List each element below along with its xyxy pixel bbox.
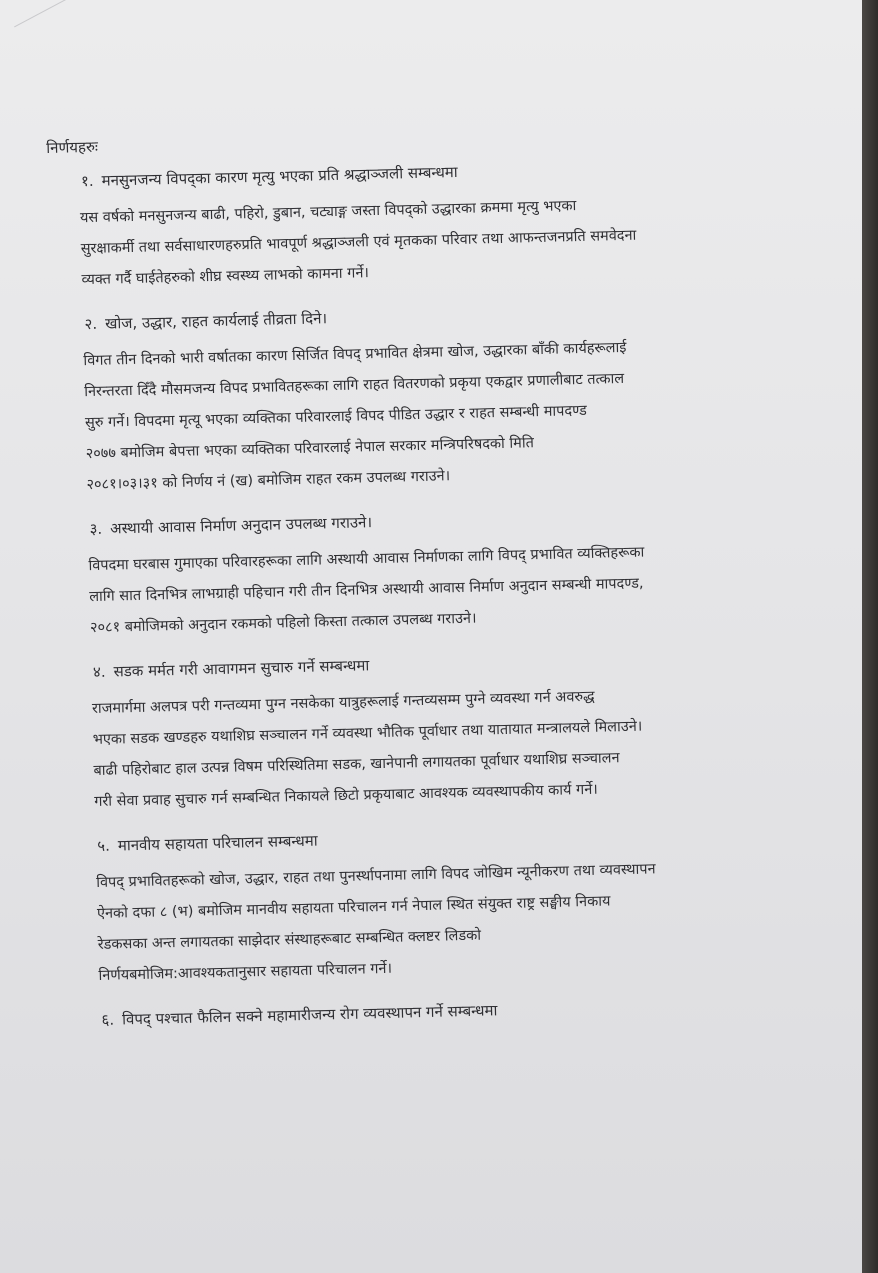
section-paragraph: [88, 533, 848, 644]
section-title: मानवीय सहायता परिचालन सम्बन्धमा: [117, 831, 318, 855]
paragraph-line: लागि सात दिनभित्र लाभग्राही पहिचान गरी तीन दिनभित्र अस्थायी आवास निर्माण अनुदान सम्बन्धी मापदण्ड,: [89, 575, 644, 606]
decision-section-5: [63, 817, 857, 992]
section-heading: [84, 296, 840, 334]
section-number: २.: [84, 314, 98, 334]
document-body: [46, 119, 858, 1043]
paragraph-line: यस वर्षको मनसुनजन्य बाढी, पहिरो, डुबान, चट्याङ्ग जस्ता विपद्को उद्धारका क्रममा मृत्यु भएका: [79, 198, 577, 227]
section-number: १.: [80, 171, 94, 191]
paragraph-line: २०८१ बमोजिमको अनुदान रकमको पहिलो किस्ता तत्काल उपलब्ध गराउने।: [89, 610, 477, 637]
paragraph-line: सुरु गर्ने। विपदमा मृत्यू भएका व्यक्तिका परिवारलाई विपद पीडित उद्धार र राहत सम्बन्धी मापदण्ड: [84, 402, 587, 432]
section-number: ४.: [92, 662, 106, 682]
decision-section-6: [67, 991, 857, 1030]
section-heading: [93, 644, 849, 682]
section-title: सडक मर्मत गरी आवागमन सुचारु गर्ने सम्बन्धमा: [113, 656, 370, 681]
desk-background-edge: [862, 0, 878, 1273]
paragraph-line: रेडकसका अन्त लगायतका साझेदार संस्थाहरूबाट सम्बन्धित क्लष्टर लिडको: [97, 927, 482, 953]
section-heading: [101, 991, 857, 1029]
decisions-heading: निर्णयहरुः: [46, 137, 99, 157]
section-heading: [81, 153, 837, 191]
decision-section-1: [47, 153, 840, 297]
paragraph-line: सुरक्षाकर्मी तथा सर्वसाधारणहरुप्रति भावपूर्ण श्रद्धाञ्जली एवं मृतकका परिवार तथा आफन्तजनप्रति समवेदना: [80, 227, 637, 258]
section-number: ६.: [101, 1010, 115, 1029]
paper-fold-crease: [0, 0, 68, 27]
paragraph-line: २०७७ बमोजिम बेपत्ता भएका व्यक्तिका परिवारलाई नेपाल सरकार मन्त्रिपरिषदको मिति: [85, 435, 535, 463]
paragraph-line: विपदमा घरबास गुमाएका परिवारहरूका लागि अस्थायी आवास निर्माणका लागि विपद् प्रभावित व्यक्तिहरूका: [88, 544, 645, 575]
section-title: अस्थायी आवास निर्माण अनुदान उपलब्ध गराउने।: [109, 513, 373, 538]
section-number: ५.: [97, 836, 111, 855]
section-title: विपद् पश्चात फैलिन सक्ने महामारीजन्य रोग व्यवस्थापन गर्ने सम्बन्धमा: [121, 1001, 498, 1029]
paragraph-line: निर्णयबमोजिम:आवश्यकतानुसार सहायता परिचालन गर्ने।: [98, 960, 393, 984]
section-paragraph: [80, 185, 840, 296]
section-heading: [97, 817, 853, 855]
section-title: मनसुनजन्य विपद्का कारण मृत्यु भएका प्रति श्रद्धाञ्जली सम्बन्धमा: [101, 162, 458, 190]
decision-section-2: [50, 296, 844, 502]
decision-section-4: [59, 644, 853, 819]
paragraph-line: बाढी पहिरोबाट हाल उत्पन्न विषम परिस्थितिमा सडक, खानेपानी लगायतका पूर्वाधार यथाशिघ्र सञ्चालन: [93, 750, 620, 780]
section-paragraph: [83, 328, 845, 501]
paragraph-line: २०८१।०३।३१ को निर्णय नं (ख) बमोजिम राहत रकम उपलब्ध गराउने।: [86, 468, 451, 494]
paragraph-line: व्यक्त गर्दै घाईतेहरुको शीघ्र स्वस्थ्य लाभको कामना गर्ने।: [81, 265, 370, 289]
paragraph-line: भएका सडक खण्डहरु यथाशिघ्र सञ्चालन गर्ने व्यवस्था भौतिक पूर्वाधार तथा यातायात मन्त्रालयले मिलाउने।: [92, 718, 643, 749]
section-paragraph: [92, 676, 853, 818]
section-heading: [89, 501, 845, 539]
paragraph-line: विपद् प्रभावितहरूको खोज, उद्धार, राहत तथा पुनर्स्थापनामा लागि विपद जोखिम न्यूनीकरण तथा व्यवस्थापन: [96, 861, 656, 891]
decision-section-3: [55, 501, 848, 645]
section-number: ३.: [89, 519, 103, 539]
paragraph-line: निरन्तरता दिँदै मौसमजन्य विपद प्रभावितहरूका लागि राहत वितरणको प्रकृया एकद्वार प्रणालीबाट तत्काल: [84, 370, 625, 401]
paragraph-line: ऐनको दफा ८ (भ) बमोजिम मानवीय सहायता परिचालन गर्न नेपाल स्थित संयुक्त राष्ट्र सङ्घीय निकाय: [96, 893, 611, 922]
section-paragraph: [96, 849, 857, 991]
paragraph-line: विगत तीन दिनको भारी वर्षातका कारण सिर्जित विपद् प्रभावित क्षेत्रमा खोज, उद्धारका बाँकी कार्यहरूलाई: [83, 339, 627, 370]
paragraph-line: राजमार्गमा अलपत्र परी गन्तव्यमा पुग्न नसकेका यात्रुहरूलाई गन्तव्यसम्म पुग्ने व्यवस्था गर्न अवरुद्ध: [91, 688, 595, 718]
paragraph-line: गरी सेवा प्रवाह सुचारु गर्न सम्बन्धित निकायले छिटो प्रकृयाबाट आवश्यक व्यवस्थापकीय कार्य गर्ने।: [94, 781, 598, 811]
section-title: खोज, उद्धार, राहत कार्यलाई तीव्रता दिने।: [104, 309, 328, 333]
